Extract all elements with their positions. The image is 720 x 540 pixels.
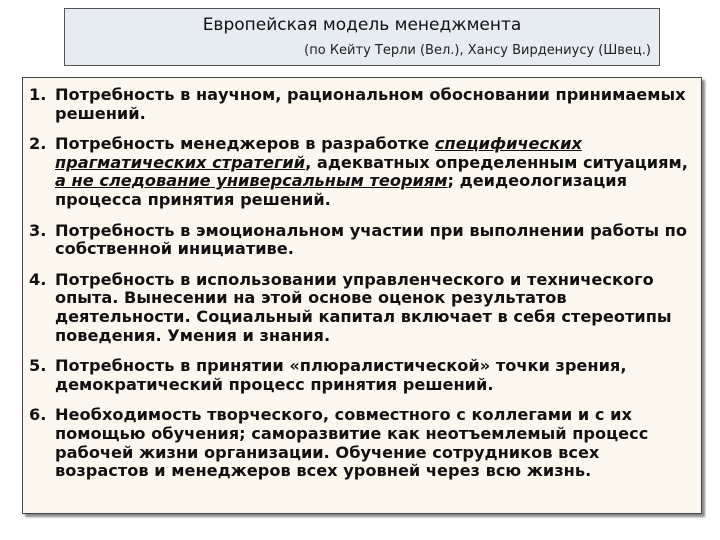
page-title: Европейская модель менеджмента bbox=[202, 15, 522, 35]
item-number: 2. bbox=[29, 134, 47, 154]
item-number: 6. bbox=[29, 405, 47, 425]
item-number: 5. bbox=[29, 356, 47, 376]
item-text: Необходимость творческого, совместного с коллегами и с их помощью обучения; саморазвитие как неотъемлемый процесс рабочей жизни организации. Обучение сотрудников всех возрастов и менеджеров всех уровней через всю жизнь. bbox=[55, 405, 649, 481]
item-text-part: , адекватных определенным ситуациям, bbox=[305, 152, 688, 172]
item-number: 4. bbox=[29, 269, 47, 289]
list-item-3 bbox=[29, 222, 695, 259]
content-box bbox=[22, 77, 702, 514]
needs-list bbox=[23, 78, 701, 481]
list-item-2 bbox=[29, 135, 695, 209]
item-emphasis: специфических прагматических стратегий bbox=[55, 134, 582, 172]
item-text-part: ; деидеологизация процесса принятия решений. bbox=[55, 171, 628, 209]
list-item-1 bbox=[29, 86, 695, 123]
item-number: 3. bbox=[29, 220, 47, 240]
list-item-4 bbox=[29, 271, 695, 345]
title-box bbox=[64, 8, 660, 66]
item-text: Потребность в использовании управленческого и технического опыта. Вынесении на этой основе оценок результатов деятельности. Социальный капитал включает в себя стереотипы поведения. Умения и знания. bbox=[55, 269, 672, 345]
item-emphasis: а не следование универсальным теориям bbox=[55, 171, 448, 191]
item-text-part: Потребность менеджеров в разработке bbox=[55, 134, 435, 154]
list-item-6 bbox=[29, 406, 695, 480]
item-number: 1. bbox=[29, 85, 47, 104]
page-subtitle: (по Кейту Терли (Вел.), Хансу Вирдениусу (Швец.) bbox=[304, 43, 651, 58]
item-text: Потребность в научном, рациональном обосновании принимаемых решений. bbox=[55, 85, 686, 123]
item-text: Потребность в эмоциональном участии при выполнении работы по собственной инициативе. bbox=[55, 220, 687, 259]
list-item-5 bbox=[29, 357, 695, 394]
item-text: Потребность в принятии «плюралистической» точки зрения, демократический процесс принятия решений. bbox=[55, 356, 627, 394]
